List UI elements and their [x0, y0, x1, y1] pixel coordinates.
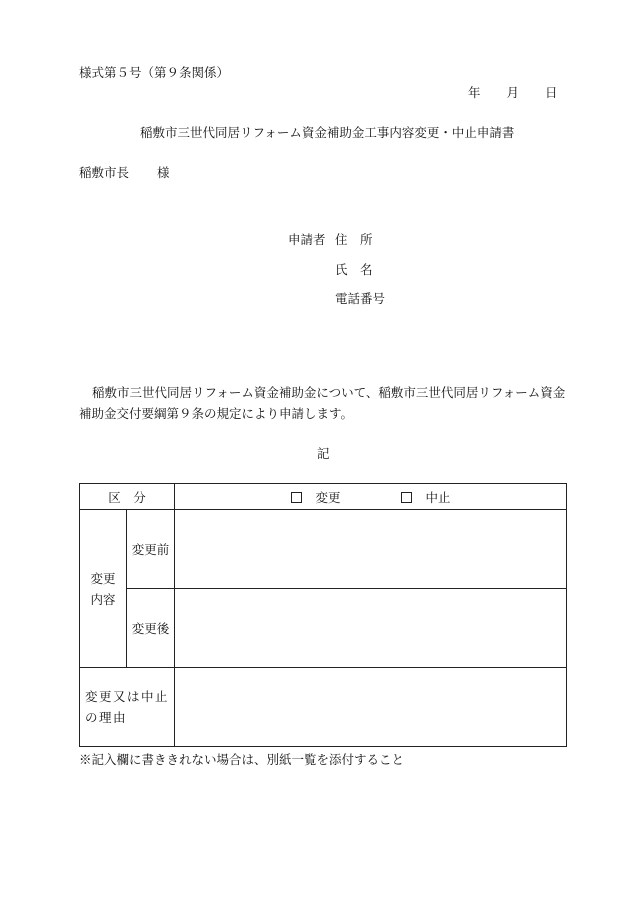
applicant-phone-label: 電話番号	[335, 291, 386, 306]
option-cancel[interactable]	[401, 488, 451, 506]
reason-label-line2: の理由	[85, 710, 128, 725]
applicant-label: 申請者	[288, 232, 326, 247]
document-title: 稲敷市三世代同居リフォーム資金補助金工事内容変更・中止申請書	[140, 125, 515, 140]
kubun-label: 区 分	[80, 484, 175, 510]
cancel-checkbox[interactable]	[401, 492, 412, 503]
after-change-field[interactable]	[175, 589, 567, 668]
change-table	[79, 483, 567, 747]
option-cancel-label: 中止	[425, 489, 451, 505]
footnote: ※記入欄に書ききれない場合は、別紙一覧を添付すること	[79, 752, 405, 767]
change-content-label-line2: 内容	[90, 591, 116, 607]
form-number: 様式第５号（第９条関係）	[79, 65, 230, 80]
date-year: 年	[468, 85, 481, 100]
change-content-label	[80, 510, 127, 668]
after-change-label: 変更後	[127, 589, 175, 668]
addressee	[79, 165, 170, 181]
before-change-label: 変更前	[127, 510, 175, 589]
date-line	[468, 85, 558, 101]
reason-field[interactable]	[175, 668, 567, 747]
table-row	[80, 484, 567, 510]
table-row	[80, 589, 567, 668]
date-day: 日	[545, 85, 558, 100]
application-statement: 稲敷市三世代同居リフォーム資金補助金について、稲敷市三世代同居リフォーム資金補助金交付要綱第９条の規定により申請します。	[79, 385, 566, 421]
ki-heading: 記	[317, 446, 330, 461]
applicant-address-label: 住 所	[335, 232, 373, 247]
before-change-field[interactable]	[175, 510, 567, 589]
applicant-name-label: 氏 名	[335, 262, 373, 277]
reason-label	[80, 668, 175, 747]
kubun-options	[175, 484, 567, 510]
change-checkbox[interactable]	[291, 492, 302, 503]
table-row	[80, 510, 567, 589]
addressee-honorific: 様	[157, 165, 170, 180]
option-change-label: 変更	[315, 489, 341, 505]
table-row	[80, 668, 567, 747]
reason-label-line1: 変更又は中止	[85, 689, 170, 704]
addressee-name: 稲敷市長	[79, 165, 130, 180]
option-change[interactable]	[291, 488, 341, 506]
date-month: 月	[506, 85, 520, 100]
change-content-label-line1: 変更	[90, 570, 116, 586]
